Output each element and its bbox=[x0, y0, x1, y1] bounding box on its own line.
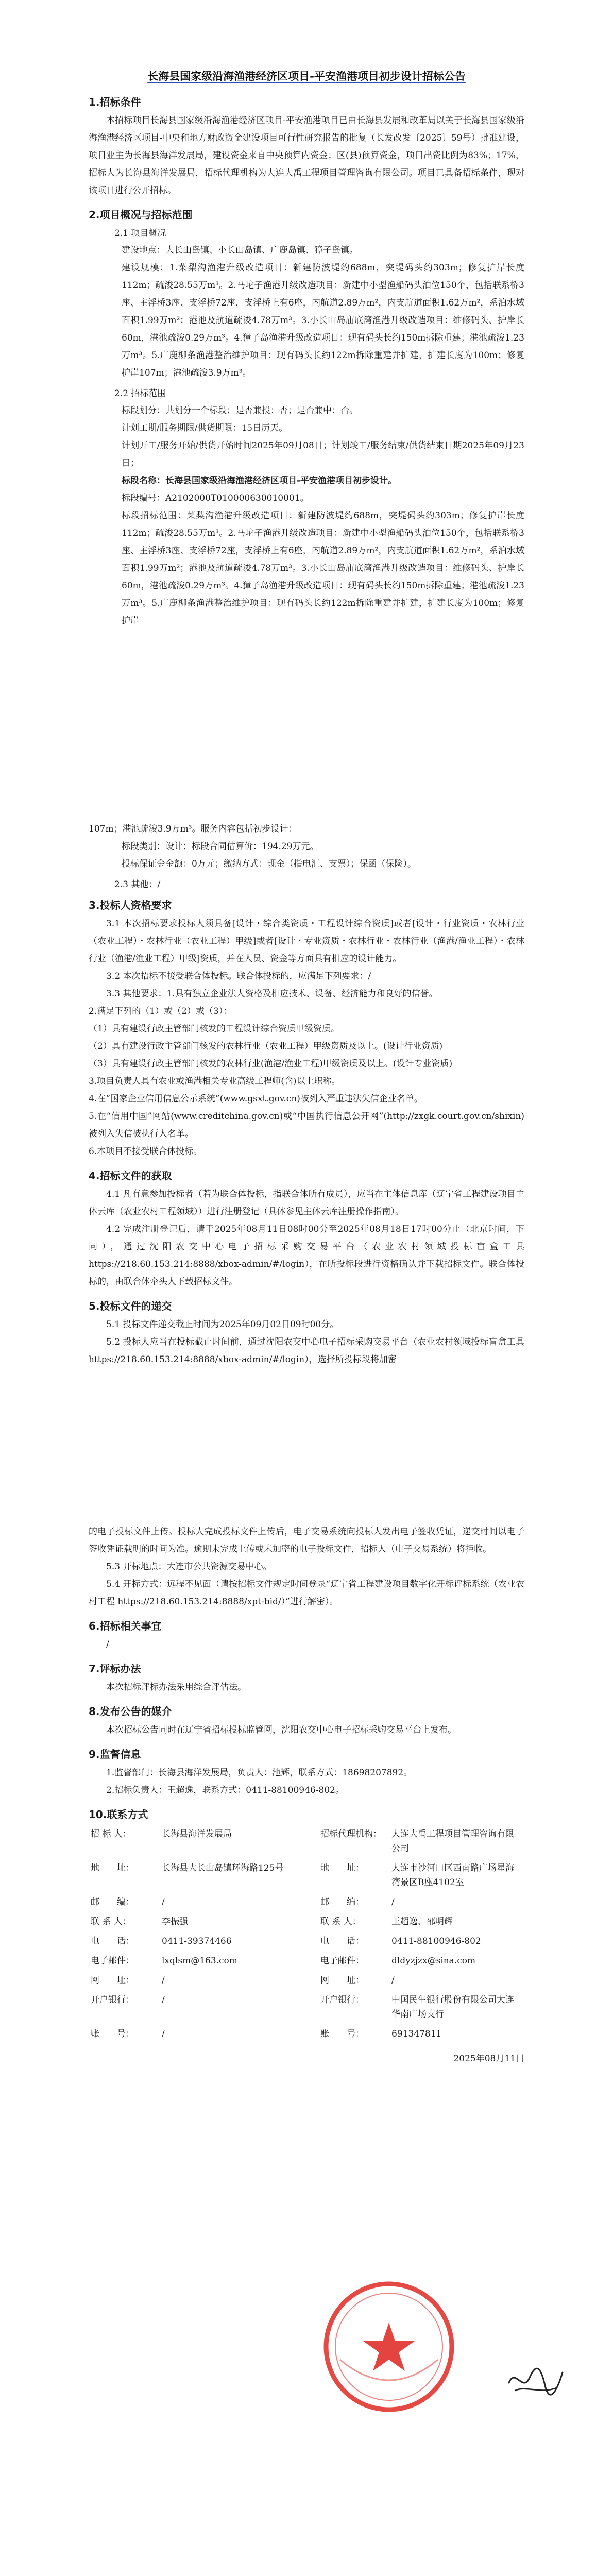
paragraph: 本次招标公告同时在辽宁省招标投标监管网，沈阳农交中心电子招标采购交易平台上发布。 bbox=[106, 1725, 456, 1735]
paragraph: 5.1 投标文件递交截止时间为2025年09月02日09时00分。 bbox=[106, 1319, 339, 1330]
paragraph: 5.3 开标地点：大连市公共资源交易中心。 bbox=[106, 1562, 272, 1572]
contact-value: / bbox=[162, 1897, 165, 1907]
paragraph: （3）具有建设行政主管部门核发的农林行业(渔港/渔业工程)甲级资质及以上。(设计专业资质) bbox=[89, 1059, 453, 1069]
contact-label: 网 址： bbox=[320, 1975, 364, 1986]
page-title: 长海县国家级沿海渔港经济区项目-平安渔港项目初步设计招标公告 bbox=[147, 70, 466, 82]
contact-value: / bbox=[391, 1975, 395, 1986]
contact-value: / bbox=[162, 1995, 165, 2005]
table-row bbox=[89, 1858, 524, 1892]
table-row bbox=[89, 1951, 524, 1971]
paragraph: 3.1 本次招标要求投标人须具备[设计・综合类资质・工程设计综合资质]或者[设计・行业资质・农林行业（农业工程）・农林行业（农业工程）甲级]或者[设计・专业资质・农林行业・农林行业（渔港/渔业工程）・农林行业（渔港/渔业工程）甲级]资质，并在人员、资金等方面具有相应的设计能力。 bbox=[89, 919, 524, 964]
table-row bbox=[89, 1824, 524, 1858]
paragraph: 标段编号：A2102000T010000630010001。 bbox=[122, 493, 309, 503]
paragraph: 建设地点：大长山岛镇、小长山岛镇、广鹿岛镇、獐子岛镇。 bbox=[122, 245, 358, 256]
paragraph: 5.4 开标方式：远程不见面（请按招标文件规定时间登录“辽宁省工程建设项目数字化开标评标系统（农业农村工程 https://218.60.153.214:8888/xpt-bid/）”进行解密）。 bbox=[89, 1579, 524, 1607]
paragraph: 标段类别：设计；标段合同估算价：194.29万元。 bbox=[122, 841, 319, 852]
table-row bbox=[89, 1971, 524, 1990]
contact-label: 招 标 人： bbox=[91, 1829, 131, 1839]
table-row bbox=[89, 1892, 524, 1912]
table-row bbox=[89, 1931, 524, 1951]
page-break-gap bbox=[89, 630, 524, 820]
contact-label: 账 号： bbox=[320, 2029, 364, 2039]
paragraph: 的电子投标文件上传。投标人完成投标文件上传后，电子交易系统向投标人发出电子签收凭证，递交时间以电子签收凭证载明的时间为准。逾期未完成上传或未加密的电子投标文件，招标人（电子交易系统）将拒收。 bbox=[89, 1527, 524, 1554]
paragraph: 5.在“信用中国”网站(www.creditchina.gov.cn)或“中国执行信息公开网”(http://zxgk.court.gov.cn/shixin)被列入失信被执行人名单。 bbox=[89, 1111, 524, 1139]
official-seal-icon bbox=[319, 2277, 458, 2416]
subsection-heading: 2.2 招标范围 bbox=[114, 388, 166, 399]
paragraph: 投标保证金金额：0万元；缴纳方式：现金（指电汇、支票）；保函（保险）。 bbox=[122, 859, 416, 869]
contact-value: 大连大禹工程项目管理咨询有限公司 bbox=[391, 1829, 514, 1854]
paragraph: 标段划分：共划分一个标段；是否兼投：否；是否兼中：否。 bbox=[122, 405, 358, 416]
section-heading: 1.招标条件 bbox=[89, 96, 141, 108]
section-heading: 10.联系方式 bbox=[89, 1808, 148, 1821]
table-row bbox=[89, 1912, 524, 1931]
paragraph: 建设规模：1.菜梨沟渔港升级改造项目：新建防波堤约688m，突堤码头约303m；修复护岸长度112m；疏浚28.55万m³。2.马坨子渔港升级改造项目：新建中小型渔船码头泊位150个，包括联系桥3座、主浮桥3座、支浮桥72座，支浮桥上有6座，内航道2.89万m²，内支航道面积1.62万m²，系泊水域面积1.99万m²；港池及航道疏浚4.78万m³。3.小长山岛庙底湾渔港升级改造项目：维修码头、护岸长60m，港池疏浚0.29万m³。4.獐子岛渔港升级改造项目：现有码头长约150m拆除重建；港池疏浚1.23万m³。5.广鹿柳条渔港整治维护项目：现有码头长约122m拆除重建并扩建，扩建长度为100m；修复护岸107m；港池疏浚3.9万m³。 bbox=[122, 263, 524, 378]
contact-value: 王超逸、邵明辉 bbox=[391, 1917, 453, 1927]
contact-label: 联 系 人： bbox=[91, 1917, 131, 1927]
contact-value: / bbox=[162, 2029, 165, 2039]
contact-label: 开户银行： bbox=[91, 1995, 134, 2005]
contact-value: 0411-88100946-802 bbox=[391, 1936, 481, 1946]
paragraph: 本次招标评标办法采用综合评估法。 bbox=[106, 1682, 246, 1692]
paragraph: 4.在“国家企业信用信息公示系统”(www.gsxt.gov.cn)被列入严重违法失信企业名单。 bbox=[89, 1094, 423, 1104]
paragraph: 本招标项目长海县国家级沿海渔港经济区项目-平安渔港项目已由长海县发展和改革局以关于长海县国家级沿海渔港经济区项目-中央和地方财政资金建设项目可行性研究报告的批复（长发改发〔2025〕59号）批准建设，项目业主为长海县海洋发展局，建设资金来自中央预算内资金；区(县)预算资金，项目出资比例为83%；17%，招标人为长海县海洋发展局，招标代理机构为大连大禹工程项目管理咨询有限公司。项目已具备招标条件，现对该项目进行公开招标。 bbox=[89, 115, 524, 196]
contact-label: 联 系 人： bbox=[320, 1917, 361, 1927]
contact-value: 大连市沙河口区西南路广场星海湾景区B座4102室 bbox=[391, 1863, 514, 1888]
paragraph: （1）具有建设行政主管部门核发的工程设计综合资质甲级资质。 bbox=[89, 1024, 339, 1034]
contact-label: 电子邮件： bbox=[320, 1956, 364, 1966]
section-heading: 8.发布公告的媒介 bbox=[89, 1705, 172, 1718]
contact-table bbox=[89, 1824, 524, 2044]
section-heading: 5.投标文件的递交 bbox=[89, 1300, 172, 1312]
contact-label: 电 话： bbox=[320, 1936, 364, 1946]
contact-label: 邮 编： bbox=[320, 1897, 364, 1907]
section-heading: 3.投标人资格要求 bbox=[89, 899, 172, 911]
page-break-gap bbox=[89, 1368, 524, 1523]
contact-value: 长海县海洋发展局 bbox=[162, 1829, 232, 1839]
subsection-heading: 2.3 其他：/ bbox=[114, 879, 161, 890]
contact-label: 网 址： bbox=[91, 1975, 134, 1986]
table-row bbox=[89, 2024, 524, 2044]
section-heading: 7.评标办法 bbox=[89, 1663, 141, 1675]
paragraph: （2）具有建设行政主管部门核发的农林行业（农业工程）甲级资质及以上。(设计行业资质) bbox=[89, 1041, 443, 1052]
contact-label: 地 址： bbox=[91, 1863, 134, 1873]
section-heading: 4.招标文件的获取 bbox=[89, 1170, 172, 1182]
contact-value: 中国民生银行股份有限公司大连华南广场支行 bbox=[391, 1995, 514, 2020]
contact-label: 地 址： bbox=[320, 1863, 364, 1873]
contact-label: 电 话： bbox=[91, 1936, 134, 1946]
contact-label: 开户银行： bbox=[320, 1995, 364, 2005]
contact-value: dldyzjzx@sina.com bbox=[391, 1956, 476, 1966]
contact-value: lxqlsm@163.com bbox=[162, 1956, 237, 1966]
paragraph: / bbox=[106, 1639, 109, 1650]
table-row bbox=[89, 1990, 524, 2024]
paragraph: 3.3 其他要求：1.具有独立企业法人资格及相应技术、设备、经济能力和良好的信誉。 bbox=[106, 989, 438, 999]
contact-value: 长海县大长山岛镇环海路125号 bbox=[162, 1863, 284, 1873]
section-heading: 9.监督信息 bbox=[89, 1748, 141, 1760]
contact-value: / bbox=[391, 1897, 395, 1907]
paragraph: 4.1 凡有意参加投标者（若为联合体投标，指联合体所有成员），应当在主体信息库（辽宁省工程建设项目主体云库（农业农村工程领域））进行注册登记（具体参见主体云库注册操作指南）。 bbox=[89, 1189, 524, 1217]
contact-label: 邮 编： bbox=[91, 1897, 134, 1907]
paragraph: 2.满足下列的（1）或（2）或（3）： bbox=[89, 1006, 232, 1016]
paragraph: 3.项目负责人具有农业或渔港相关专业高级工程师(含)以上职称。 bbox=[89, 1076, 340, 1087]
contact-value: 0411-39374466 bbox=[162, 1936, 232, 1946]
subsection-heading: 2.1 项目概况 bbox=[114, 228, 166, 239]
contact-value: 李振强 bbox=[162, 1917, 188, 1927]
paragraph: 2.招标负责人：王超逸，联系方式：0411-88100946-802。 bbox=[106, 1785, 344, 1795]
paragraph: 6.本项目不接受联合体投标。 bbox=[89, 1146, 202, 1157]
signature-icon bbox=[505, 2362, 567, 2398]
paragraph: 5.2 投标人应当在投标截止时间前，通过沈阳农交中心电子招标采购交易平台（农业农村领域投标盲盒工具https://218.60.153.214:8888/xbox-admin/#/login），选择所投标段将加密 bbox=[89, 1337, 524, 1365]
paragraph: 107m；港池疏浚3.9万m³。服务内容包括初步设计： bbox=[89, 824, 297, 834]
contact-value: / bbox=[162, 1975, 165, 1986]
contact-label: 电子邮件： bbox=[91, 1956, 134, 1966]
paragraph: 标段名称：长海县国家级沿海渔港经济区项目-平安渔港项目初步设计。 bbox=[122, 476, 397, 486]
paragraph: 4.2 完成注册登记后，请于2025年08月11日08时00分至2025年08月18日17时00分止（北京时间，下同），通过沈阳农交中心电子招标采购交易平台（农业农村领域投标盲盒工具https://218.60.153.214:8888/xbox-admin/#/login），在所投标段进行资格确认并下载招标文件。联合体投标的，由联合体牵头人下载招标文件。 bbox=[89, 1224, 524, 1287]
paragraph: 3.2 本次招标不接受联合体投标。联合体投标的，应满足下列要求：/ bbox=[106, 971, 371, 981]
section-heading: 2.项目概况与招标范围 bbox=[89, 209, 193, 221]
paragraph: 1.监督部门：长海县海洋发展局，负责人：池辉，联系方式：18698207892。 bbox=[106, 1768, 413, 1778]
issue-date: 2025年08月11日 bbox=[453, 2054, 524, 2064]
paragraph: 标段招标范围：菜梨沟渔港升级改造项目：新建防波堤约688m，突堤码头约303m；修复护岸长度112m；疏浚28.55万m³。2.马坨子渔港升级改造项目：新建中小型渔船码头泊位150个，包括联系桥3座、主浮桥3座、支浮桥72座，支浮桥上有6座，内航道2.89万m²，内支航道面积1.62万m²，系泊水域面积1.99万m²；港池及航道疏浚4.78万m³。3.小长山岛庙底湾渔港升级改造项目：维修码头、护岸长60m，港池疏浚0.29万m³。4.獐子岛渔港升级改造项目：现有码头长约150m拆除重建；港池疏浚1.23万m³。5.广鹿柳条渔港整治维护项目：现有码头长约122m拆除重建并扩建，扩建长度为100m；修复护岸 bbox=[122, 511, 524, 626]
paragraph: 计划工期/服务期限/供货期限：15日历天。 bbox=[122, 423, 288, 433]
contact-label: 账 号： bbox=[91, 2029, 134, 2039]
contact-value: 691347811 bbox=[391, 2029, 442, 2039]
section-heading: 6.招标相关事宜 bbox=[89, 1620, 162, 1632]
paragraph: 计划开工/服务开始/供货开始时间2025年09月08日；计划竣工/服务结束/供货结束日期2025年09月23日； bbox=[122, 440, 524, 468]
contact-label: 招标代理机构： bbox=[320, 1829, 382, 1839]
